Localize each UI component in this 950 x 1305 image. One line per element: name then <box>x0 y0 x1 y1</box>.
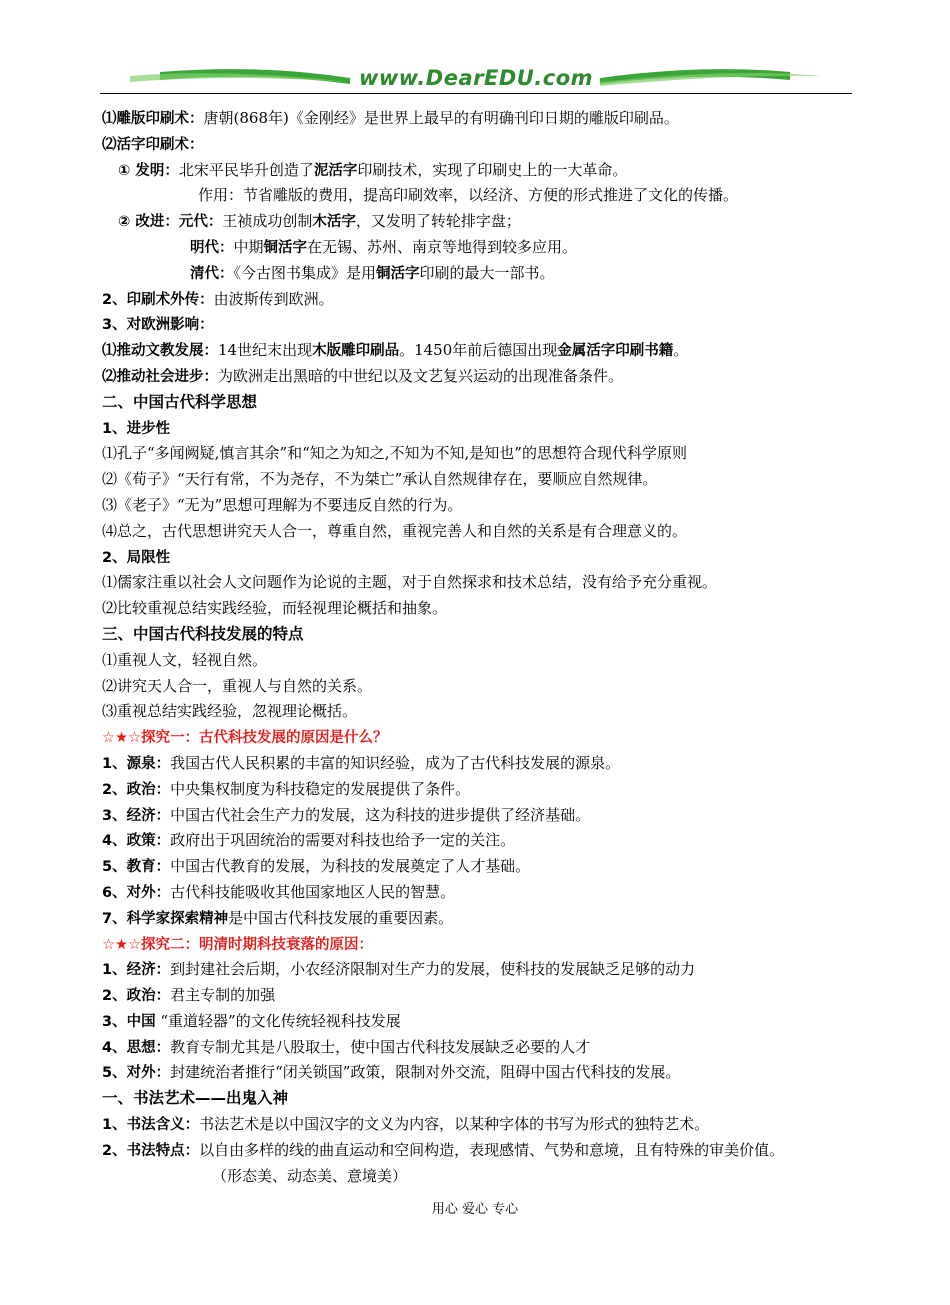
text-span: 印刷的最大一部书。 <box>419 263 555 282</box>
text-line <box>102 880 872 906</box>
bold-term: 6、对外： <box>102 884 171 901</box>
text-line <box>102 390 872 416</box>
text-line <box>102 416 872 442</box>
text-span: 《今古图书集成》是用 <box>233 263 377 282</box>
bold-term: ⑴雕版印刷术： <box>102 111 204 127</box>
text-line <box>102 854 872 880</box>
text-span: 北宋平民毕升创造了 <box>178 160 314 179</box>
text-line <box>102 261 872 287</box>
text-span: 中国古代社会生产力的发展，这为科技的进步提供了经济基础。 <box>170 805 591 824</box>
text-span: 书法艺术是以中国汉字的文义为内容，以某种字体的书写为形式的独特艺术。 <box>199 1115 710 1134</box>
page-footer: 用心 爱心 专心 <box>431 1202 519 1217</box>
text-span: 。 <box>673 341 689 360</box>
text-span: 作用：节省雕版的费用，提高印刷效率，以经济、方便的形式推进了文化的传播。 <box>198 186 739 205</box>
bold-term: 木版雕印刷品 <box>312 343 400 360</box>
text-line <box>102 699 872 725</box>
text-line <box>102 467 872 493</box>
text-span: 14世纪末出现 <box>218 341 313 360</box>
text-line <box>102 648 872 674</box>
site-banner <box>100 62 852 96</box>
text-line <box>102 312 872 338</box>
text-line <box>102 622 872 648</box>
text-line <box>102 545 872 571</box>
bold-term: 2、印刷术外传： <box>102 291 214 308</box>
text-span: ⑵比较重视总结实践经验，而轻视理论概括和抽象。 <box>102 599 448 618</box>
text-span: 印刷技术，实现了印刷史上的一大革命。 <box>357 160 628 179</box>
bold-term: 3、对欧洲影响： <box>102 317 214 334</box>
bold-term: 泥活字 <box>313 162 358 179</box>
text-line <box>102 983 872 1009</box>
text-span: 由波斯传到欧洲。 <box>213 289 334 308</box>
text-line <box>102 1009 872 1035</box>
bold-term: 1、进步性 <box>102 420 171 437</box>
text-span: 君主专制的加强 <box>170 986 276 1005</box>
text-span: 。1450年前后德国出现 <box>399 341 558 360</box>
text-line <box>102 1035 872 1061</box>
text-span: 为欧洲走出黑暗的中世纪以及文艺复兴运动的出现准备条件。 <box>218 366 624 385</box>
text-span: 以自由多样的线的曲直运动和空间构造，表现感情、气势和意境，且有特殊的审美价值。 <box>199 1140 785 1159</box>
text-span: ⑶《老子》“无为”思想可理解为不要违反自然的行为。 <box>102 495 463 514</box>
text-line <box>102 751 872 777</box>
text-line <box>102 957 872 983</box>
bold-term: 1、源泉： <box>102 755 171 772</box>
bold-term: ⑵活字印刷术： <box>102 136 204 153</box>
bold-term: 铜活字 <box>263 239 308 256</box>
text-line <box>102 596 872 622</box>
bold-term: 木活字 <box>312 214 356 231</box>
bold-term: ① 发明： <box>118 162 179 179</box>
text-line <box>102 287 872 313</box>
text-span: 中央集权制度为科技稳定的发展提供了条件。 <box>170 779 471 798</box>
text-span: ⑴儒家注重以社会人文问题作为论说的主题，对于自然探求和技术总结，没有给予充分重视。 <box>102 573 718 592</box>
text-line <box>102 932 872 958</box>
bold-term: 2、书法特点： <box>102 1142 200 1159</box>
text-line <box>102 570 872 596</box>
bold-term: 2、局限性 <box>102 549 171 566</box>
text-span: 是中国古代科技发展的重要因素。 <box>228 908 454 927</box>
bold-term: 3、经济： <box>102 807 171 824</box>
text-line <box>102 674 872 700</box>
header-rule <box>100 93 852 94</box>
text-span: 在无锡、苏州、南京等地得到较多应用。 <box>307 237 578 256</box>
bold-term: 4、政策： <box>102 833 171 850</box>
bold-term: 金属活字印刷书籍 <box>557 343 674 360</box>
text-line <box>102 777 872 803</box>
bold-term: 元代： <box>178 214 223 231</box>
bold-term: 5、教育： <box>102 859 171 876</box>
text-line <box>102 519 872 545</box>
bold-term: 5、对外： <box>102 1065 171 1082</box>
text-line <box>102 906 872 932</box>
bold-term: ② 改进： <box>118 214 179 231</box>
text-line <box>102 235 872 261</box>
bold-term: 1、经济： <box>102 962 171 979</box>
bold-term: 明代： <box>190 239 234 256</box>
text-line <box>102 493 872 519</box>
text-line <box>102 1060 872 1086</box>
text-line <box>102 1164 872 1190</box>
section-heading: 一、书法艺术——出鬼入神 <box>102 1089 289 1108</box>
bold-term: 2、政治： <box>102 781 171 798</box>
text-line <box>102 1112 872 1138</box>
text-span: ，又发明了转轮排字盘； <box>355 212 521 231</box>
inquiry-heading: ☆★☆探究二：明清时期科技衰落的原因： <box>102 936 373 953</box>
text-span: （形态美、动态美、意境美） <box>212 1166 408 1185</box>
text-line <box>102 183 872 209</box>
bold-term: 铜活字 <box>376 265 420 282</box>
text-line <box>102 209 872 235</box>
text-line <box>102 1138 872 1164</box>
bold-term: ⑴推动文教发展： <box>102 343 218 360</box>
text-span: ⑷总之，古代思想讲究天人合一，尊重自然，重视完善人和自然的关系是有合理意义的。 <box>102 521 688 540</box>
section-heading: 三、中国古代科技发展的特点 <box>102 624 304 643</box>
text-line <box>102 828 872 854</box>
text-line <box>102 338 872 364</box>
text-span: 到封建社会后期，小农经济限制对生产力的发展，使科技的发展缺乏足够的动力 <box>170 960 696 979</box>
text-line <box>102 364 872 390</box>
section-heading: 二、中国古代科学思想 <box>102 392 258 411</box>
bold-term: 3、中国 <box>102 1013 156 1030</box>
site-logo-text: www.DearEDU.com <box>358 66 594 90</box>
bold-term: ⑵推动社会进步： <box>102 368 218 385</box>
bold-term: 7、科学家探索精神 <box>102 910 229 927</box>
bold-term: 1、书法含义： <box>102 1117 200 1134</box>
text-line <box>102 158 872 184</box>
text-span: 唐朝(868年)《金刚经》是世界上最早的有明确刊印日期的雕版印刷品。 <box>203 109 679 127</box>
text-line <box>102 1086 872 1112</box>
text-span: 古代科技能吸收其他国家地区人民的智慧。 <box>170 882 456 901</box>
text-span: 王祯成功创制 <box>222 212 313 231</box>
document-body <box>102 106 872 1189</box>
text-span: 中期 <box>233 237 264 256</box>
text-line <box>102 132 872 158</box>
text-span: “重道轻器”的文化传统轻视科技发展 <box>155 1011 401 1030</box>
text-span: ⑶重视总结实践经验，忽视理论概括。 <box>102 702 358 721</box>
text-line <box>102 803 872 829</box>
bold-term: 4、思想： <box>102 1039 171 1056</box>
bold-term: 2、政治： <box>102 988 171 1005</box>
inquiry-heading: ☆★☆探究一：古代科技发展的原因是什么？ <box>102 730 388 747</box>
text-span: 封建统治者推行“闭关锁国”政策，限制对外交流，阻碍中国古代科技的发展。 <box>170 1063 681 1082</box>
text-line <box>102 725 872 751</box>
text-span: ⑵《荀子》“天行有常，不为尧存，不为桀亡”承认自然规律存在，要顺应自然规律。 <box>102 470 658 489</box>
text-span: ⑵讲究天人合一，重视人与自然的关系。 <box>102 676 373 695</box>
text-span: 政府出于巩固统治的需要对科技也给予一定的关注。 <box>170 831 516 850</box>
text-span: 我国古代人民积累的丰富的知识经验，成为了古代科技发展的源泉。 <box>170 753 621 772</box>
text-span: 中国古代教育的发展，为科技的发展奠定了人才基础。 <box>170 857 531 876</box>
text-span: 教育专制尤其是八股取士，使中国古代科技发展缺乏必要的人才 <box>170 1037 591 1056</box>
bold-term: 清代： <box>190 265 234 282</box>
text-line <box>102 106 872 132</box>
text-line <box>102 441 872 467</box>
text-span: ⑴重视人文，轻视自然。 <box>102 650 268 669</box>
text-span: ⑴孔子“多闻阙疑,慎言其余”和“知之为知之,不知为不知,是知也”的思想符合现代科学原则 <box>102 444 687 463</box>
